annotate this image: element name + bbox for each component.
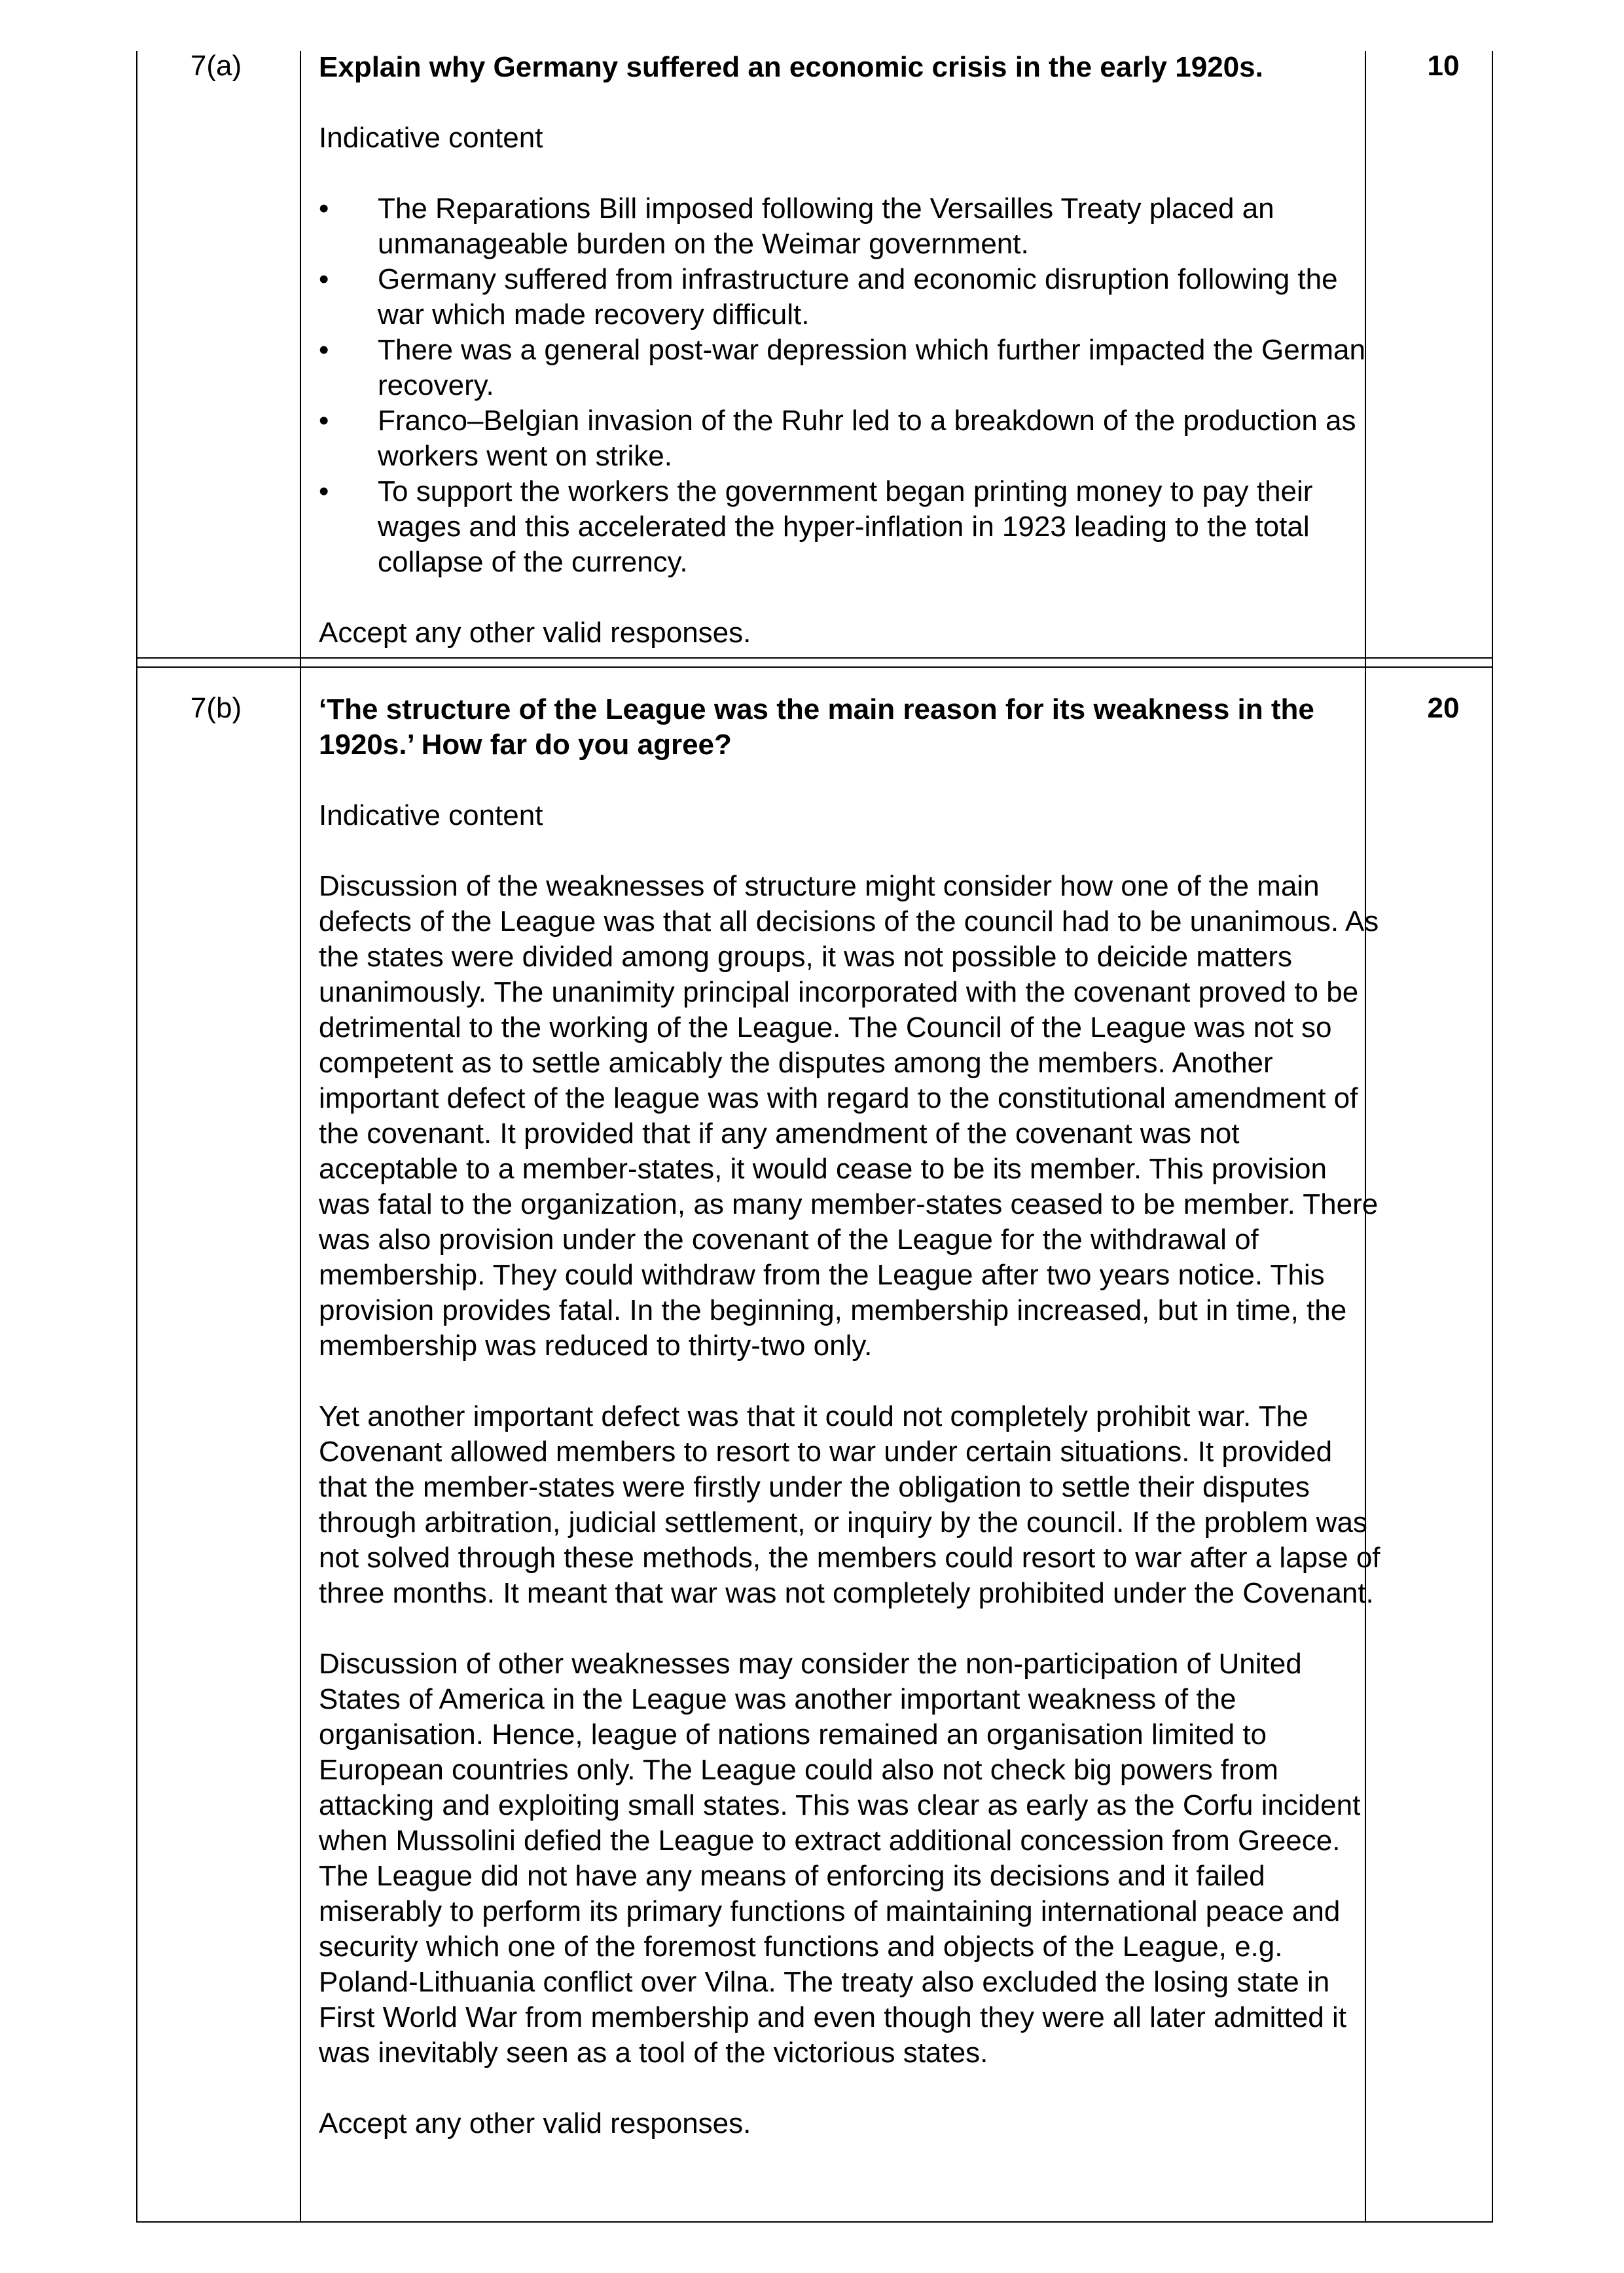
question-number-7a: 7(a): [190, 50, 242, 82]
answer-cell-7a: [319, 50, 1382, 651]
bullet-list-7a: [319, 191, 1382, 580]
list-item: • The Reparations Bill imposed following the Versailles Treaty placed an unmanageable burden on the Weimar government.: [319, 191, 1382, 262]
indicative-label-7a: Indicative content: [319, 122, 543, 154]
table-border-left: [136, 51, 137, 2223]
accept-note-7b: Accept any other valid responses.: [319, 2107, 751, 2139]
table-border-right: [1492, 51, 1493, 2223]
paragraph: Discussion of other weaknesses may consider the non-participation of United States of America in the League was another important weakness of the organisation. Hence, league of nations remained an organisation limited to European countries only. The League could also not check big powers from attacking and exploiting small states. This was clear as early as the Corfu incident when Mussolini defied the League to extract additional concession from Greece. The League did not have any means of enforcing its decisions and it failed miserably to perform its primary functions of maintaining international peace and security which one of the foremost functions and objects of the League, e.g. Poland-Lithuania conflict over Vilna. The treaty also excluded the losing state in First World War from membership and even though they were all later admitted it was inevitably seen as a tool of the victorious states.: [319, 1648, 1361, 2069]
list-item: • Germany suffered from infrastructure and economic disruption following the war which made recovery difficult.: [319, 262, 1382, 333]
table-border-bottom: [136, 2221, 1493, 2223]
question-text-7b: ‘The structure of the League was the main reason for its weakness in the 1920s.’ How far do you agree?: [319, 693, 1314, 761]
marks-7b: 20: [1427, 692, 1460, 724]
paragraph: Yet another important defect was that it could not completely prohibit war. The Covenant allowed members to resort to war under certain situations. It provided that the member-states were firstly under the obligation to settle their disputes through arbitration, judicial settlement, or inquiry by the council. If the problem was not solved through these methods, the members could resort to war after a lapse of three months. It meant that war was not completely prohibited under the Covenant.: [319, 1400, 1380, 1609]
question-number-7b: 7(b): [190, 692, 242, 724]
question-text-7a: Explain why Germany suffered an economic crisis in the early 1920s.: [319, 51, 1263, 83]
list-item: • There was a general post-war depression which further impacted the German recovery.: [319, 333, 1382, 403]
marks-7a: 10: [1427, 50, 1460, 82]
row-separator-bottom: [136, 666, 1493, 668]
accept-note-7a: Accept any other valid responses.: [319, 617, 751, 649]
indicative-label-7b: Indicative content: [319, 799, 543, 831]
list-item: • Franco–Belgian invasion of the Ruhr led to a breakdown of the production as workers went on strike.: [319, 403, 1382, 474]
table-divider-question: [300, 51, 301, 2223]
answer-cell-7b: [319, 692, 1382, 2141]
row-separator-top: [136, 657, 1493, 659]
list-item: • To support the workers the government began printing money to pay their wages and this accelerated the hyper-inflation in 1923 leading to the total collapse of the currency.: [319, 474, 1382, 580]
paragraph: Discussion of the weaknesses of structure might consider how one of the main defects of the League was that all decisions of the council had to be unanimous. As the states were divided among groups, it was not possible to deicide matters unanimously. The unanimity principal incorporated with the covenant proved to be detrimental to the working of the League. The Council of the League was not so competent as to settle amicably the disputes among the members. Another important defect of the league was with regard to the constitutional amendment of the covenant. It provided that if any amendment of the covenant was not acceptable to a member-states, it would cease to be its member. This provision was fatal to the organization, as many member-states ceased to be member. There was also provision under the covenant of the League for the withdrawal of membership. They could withdraw from the League after two years notice. This provision provides fatal. In the beginning, membership increased, but in time, the membership was reduced to thirty-two only.: [319, 870, 1379, 1362]
